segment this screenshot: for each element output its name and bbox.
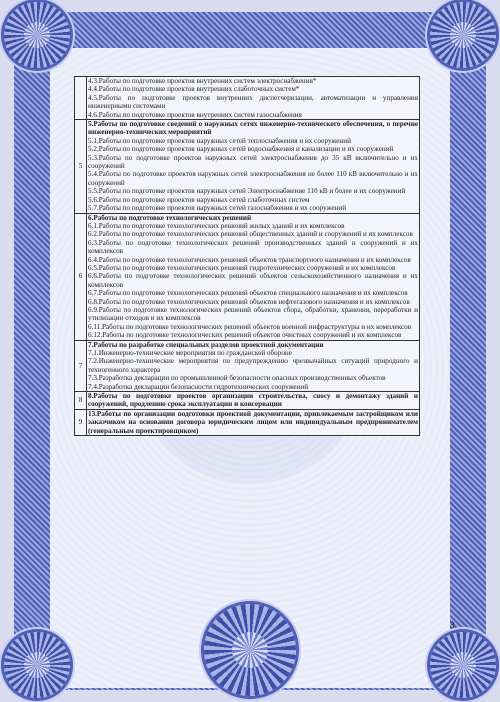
work-types-table bbox=[74, 76, 420, 436]
table-row bbox=[75, 77, 420, 120]
work-item: 5.5.Работы по подготовке проектов наружных сетей Электроснабжение 110 кВ и более и их сооружений bbox=[88, 187, 406, 196]
bottom-center-rosette bbox=[204, 604, 296, 696]
table-row bbox=[75, 120, 420, 213]
table-row bbox=[75, 340, 420, 391]
work-item: 6.6.Работы по подготовке технологических решений объектов сельскохозяйственного назначения и их комплексов bbox=[88, 272, 418, 289]
corner-rosette-bottom-left bbox=[4, 632, 70, 698]
row-number: 5 bbox=[75, 120, 87, 213]
work-item: 5.7.Работы по подготовке проектов наружных сетей газоснабжения и их сооружений bbox=[88, 204, 347, 213]
work-item: 5.6.Работы по подготовке проектов наружных сетей слаботочных систем bbox=[88, 195, 310, 204]
row-content bbox=[87, 392, 420, 410]
corner-rosette-top-left bbox=[4, 2, 70, 68]
section-heading: 8.Работы по подготовке проектов организации строительства, сносу и демонтажу зданий и сооружений, продлению срока эксплуатации и консервации bbox=[88, 392, 418, 409]
work-item: 4.5.Работы по подготовке проектов внутренних диспетчеризации, автоматизации и управления инженерными системами bbox=[88, 93, 418, 111]
work-item: 7.1.Инженерно-технические мероприятия по гражданской обороне bbox=[88, 349, 292, 357]
section-heading: 6.Работы по подготовке технологических решений bbox=[88, 213, 252, 222]
page-number: 3 bbox=[450, 620, 455, 630]
row-content bbox=[87, 409, 420, 435]
row-number: 6 bbox=[75, 213, 87, 340]
work-item: 6.9.Работы по подготовке технологических решений объектов сбора, обработки, хранения, переработки и утилизации отходов и их комплексов bbox=[88, 305, 418, 323]
work-item: 6.2.Работы по подготовке технологических решений общественных зданий и сооружений и их комплексов bbox=[88, 230, 413, 239]
work-item: 4.4.Работы по подготовке проектов внутренних слаботочных систем* bbox=[88, 85, 300, 94]
work-item: 5.2.Работы по подготовке проектов наружных сетей водоснабжения и канализации и их сооружений bbox=[88, 145, 394, 154]
row-content bbox=[87, 77, 420, 120]
work-item: 6.7.Работы по подготовке технологических решений объектов специального назначения и их комплексов bbox=[88, 289, 408, 298]
work-item: 5.3.Работы по подготовке проектов наружных сетей электроснабжения до 35 кВ включительно и их сооружений bbox=[88, 153, 418, 171]
work-item: 6.11.Работы по подготовке технологических решений объектов военной инфраструктуры и их комплексов bbox=[88, 322, 412, 331]
corner-rosette-bottom-right bbox=[430, 632, 496, 698]
section-heading: 7.Работы по разработке специальных разделов проектной документации bbox=[88, 340, 324, 349]
corner-rosette-top-right bbox=[430, 2, 496, 68]
work-item: 4.6.Работы по подготовке проектов внутренних систем газоснабжения bbox=[88, 110, 302, 119]
work-item: 6.12.Работы по подготовке технологических решений объектов очистных сооружений и их комплексов bbox=[88, 331, 402, 340]
row-number: 8 bbox=[75, 392, 87, 410]
work-item: 7.2.Инженерно-технические мероприятия по предупреждению чрезвычайных ситуаций природного и техногенного характера bbox=[88, 357, 418, 374]
table-row bbox=[75, 392, 420, 410]
work-item: 6.1.Работы по подготовке технологических решений жилых зданий и их комплексов bbox=[88, 221, 345, 230]
work-item: 6.4.Работы по подготовке технологических решений объектов транспортного назначения и их комплексов bbox=[88, 255, 411, 264]
work-item: 5.4.Работы по подготовке проектов наружных сетей электроснабжения не более 110 кВ включительно и их сооружений bbox=[88, 170, 418, 187]
work-item: 6.8.Работы по подготовке технологических решений объектов нефтегазового назначения и их комплексов bbox=[88, 297, 410, 306]
row-content bbox=[87, 120, 420, 213]
work-item: 4.3.Работы по подготовке проектов внутренних систем электроснабжения* bbox=[88, 77, 317, 85]
row-number: 7 bbox=[75, 340, 87, 391]
table-row bbox=[75, 409, 420, 435]
work-item: 5.1.Работы по подготовке проектов наружных сетей теплоснабжения и их сооружений bbox=[88, 136, 351, 145]
row-number: 9 bbox=[75, 409, 87, 435]
row-content bbox=[87, 213, 420, 340]
section-heading: 13.Работы по организации подготовки проектной документации, привлекаемым застройщиком или заказчиком на основании договора юридическим лицом или индивидуальным предпринимателем (генеральным проектировщиком) bbox=[88, 409, 418, 435]
section-heading: 5.Работы по подготовке сведений о наружных сетях инженерно-технического обеспечения, о перечне инженерно-технических мероприятий bbox=[88, 120, 418, 137]
row-content bbox=[87, 340, 420, 391]
work-item: 6.5.Работы по подготовке технологических решений гидротехнических сооружений и их комплексов bbox=[88, 263, 396, 272]
work-item: 7.4.Разработка декларации безопасности гидротехнических сооружений bbox=[88, 382, 309, 391]
row-number bbox=[75, 77, 87, 120]
work-item: 6.3.Работы по подготовке технологических решений производственных зданий и сооружений и их комплексов bbox=[88, 238, 418, 256]
table-row bbox=[75, 213, 420, 340]
work-item: 7.3.Разработка декларации по промышленной безопасности опасных производственных объектов bbox=[88, 374, 386, 383]
